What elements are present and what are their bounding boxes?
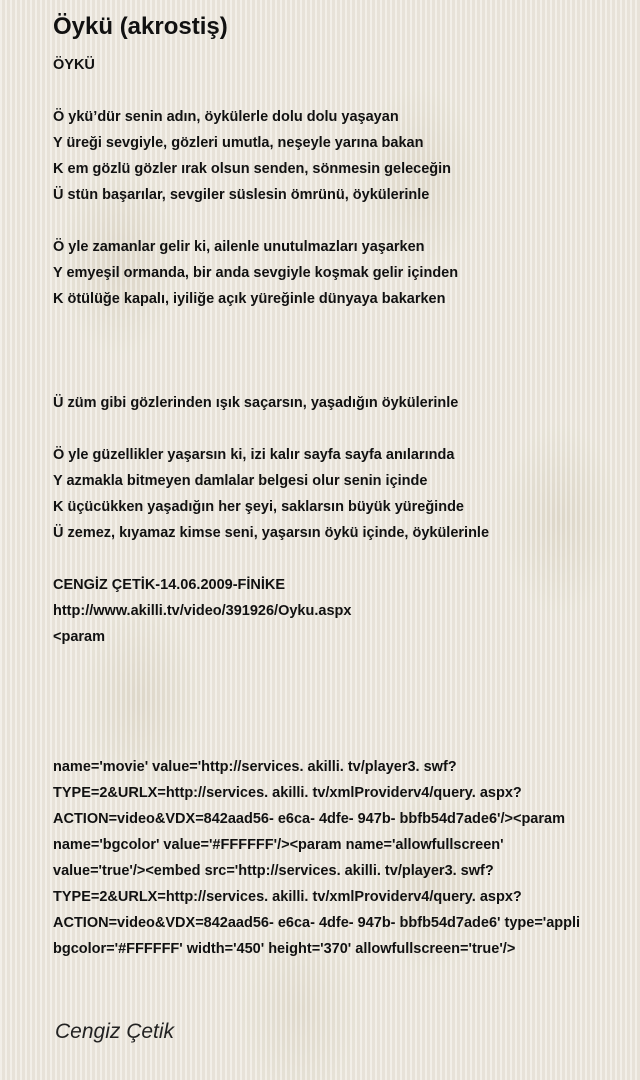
embed-code-line: bgcolor='#FFFFFF' width='450' height='370' allowfullscreen='true'/> [53,941,516,957]
poem-body [53,52,640,962]
stanza-spacer [53,78,640,104]
poem-line: Ö ykü’dür senin adın, öykülerle dolu dolu yaşayan [53,109,399,125]
poem-heading: ÖYKÜ [53,57,95,73]
poem-line: Y azmakla bitmeyen damlalar belgesi olur senin içinde [53,473,428,489]
poem-line: K üçücükken yaşadığın her şeyi, saklarsın büyük yüreğinde [53,499,464,515]
poem-line: Ü stün başarılar, sevgiler süslesin ömrünü, öykülerinle [53,187,430,203]
poem-line: Y emyeşil ormanda, bir anda sevgiyle koşmak gelir içinden [53,265,459,281]
poem-line: Y üreği sevgiyle, gözleri umutla, neşeyle yarına bakan [53,135,424,151]
embed-code-line: ACTION=video&VDX=842aad56- e6ca- 4dfe- 947b- bbfb54d7ade6'/><param [53,811,565,827]
stanza-spacer [53,208,640,234]
stanza-spacer [53,546,640,572]
stanza-3 [53,390,640,416]
embed-param-start: <param [53,629,105,645]
stanza-spacer [53,312,640,390]
poem-footer [53,572,640,650]
author-signature: Cengiz Çetik [55,1020,175,1043]
stanza-spacer [53,650,640,754]
poem-line: K em gözlü gözler ırak olsun senden, sönmesin geleceğin [53,161,452,177]
author-date: CENGİZ ÇETİK-14.06.2009-FİNİKE [53,577,286,593]
embed-code-line: ACTION=video&VDX=842aad56- e6ca- 4dfe- 947b- bbfb54d7ade6' type='appli [53,915,581,931]
embed-code-block [53,754,640,962]
stanza-4 [53,442,640,546]
poem-line: Ö yle zamanlar gelir ki, ailenle unutulmazları yaşarken [53,239,425,255]
stanza-spacer [53,416,640,442]
embed-code-line: name='movie' value='http://services. akilli. tv/player3. swf? [53,759,457,775]
video-url: http://www.akilli.tv/video/391926/Oyku.aspx [53,603,352,619]
poem-title: Öykü (akrostiş) [53,13,228,40]
embed-code-line: TYPE=2&URLX=http://services. akilli. tv/xmlProviderv4/query. aspx? [53,889,522,905]
stanza-2 [53,234,640,312]
poem-line: K ötülüğe kapalı, iyiliğe açık yüreğinle dünyaya bakarken [53,291,446,307]
poem-line: Ö yle güzellikler yaşarsın ki, izi kalır sayfa sayfa anılarında [53,447,455,463]
embed-code-line: value='true'/><embed src='http://services. akilli. tv/player3. swf? [53,863,494,879]
poem-line: Ü zemez, kıyamaz kimse seni, yaşarsın öykü içinde, öykülerinle [53,525,490,541]
embed-code-line: TYPE=2&URLX=http://services. akilli. tv/xmlProviderv4/query. aspx? [53,785,522,801]
poem-line: Ü züm gibi gözlerinden ışık saçarsın, yaşadığın öykülerinle [53,395,459,411]
stanza-1 [53,104,640,208]
embed-code-line: name='bgcolor' value='#FFFFFF'/><param name='allowfullscreen' [53,837,504,853]
